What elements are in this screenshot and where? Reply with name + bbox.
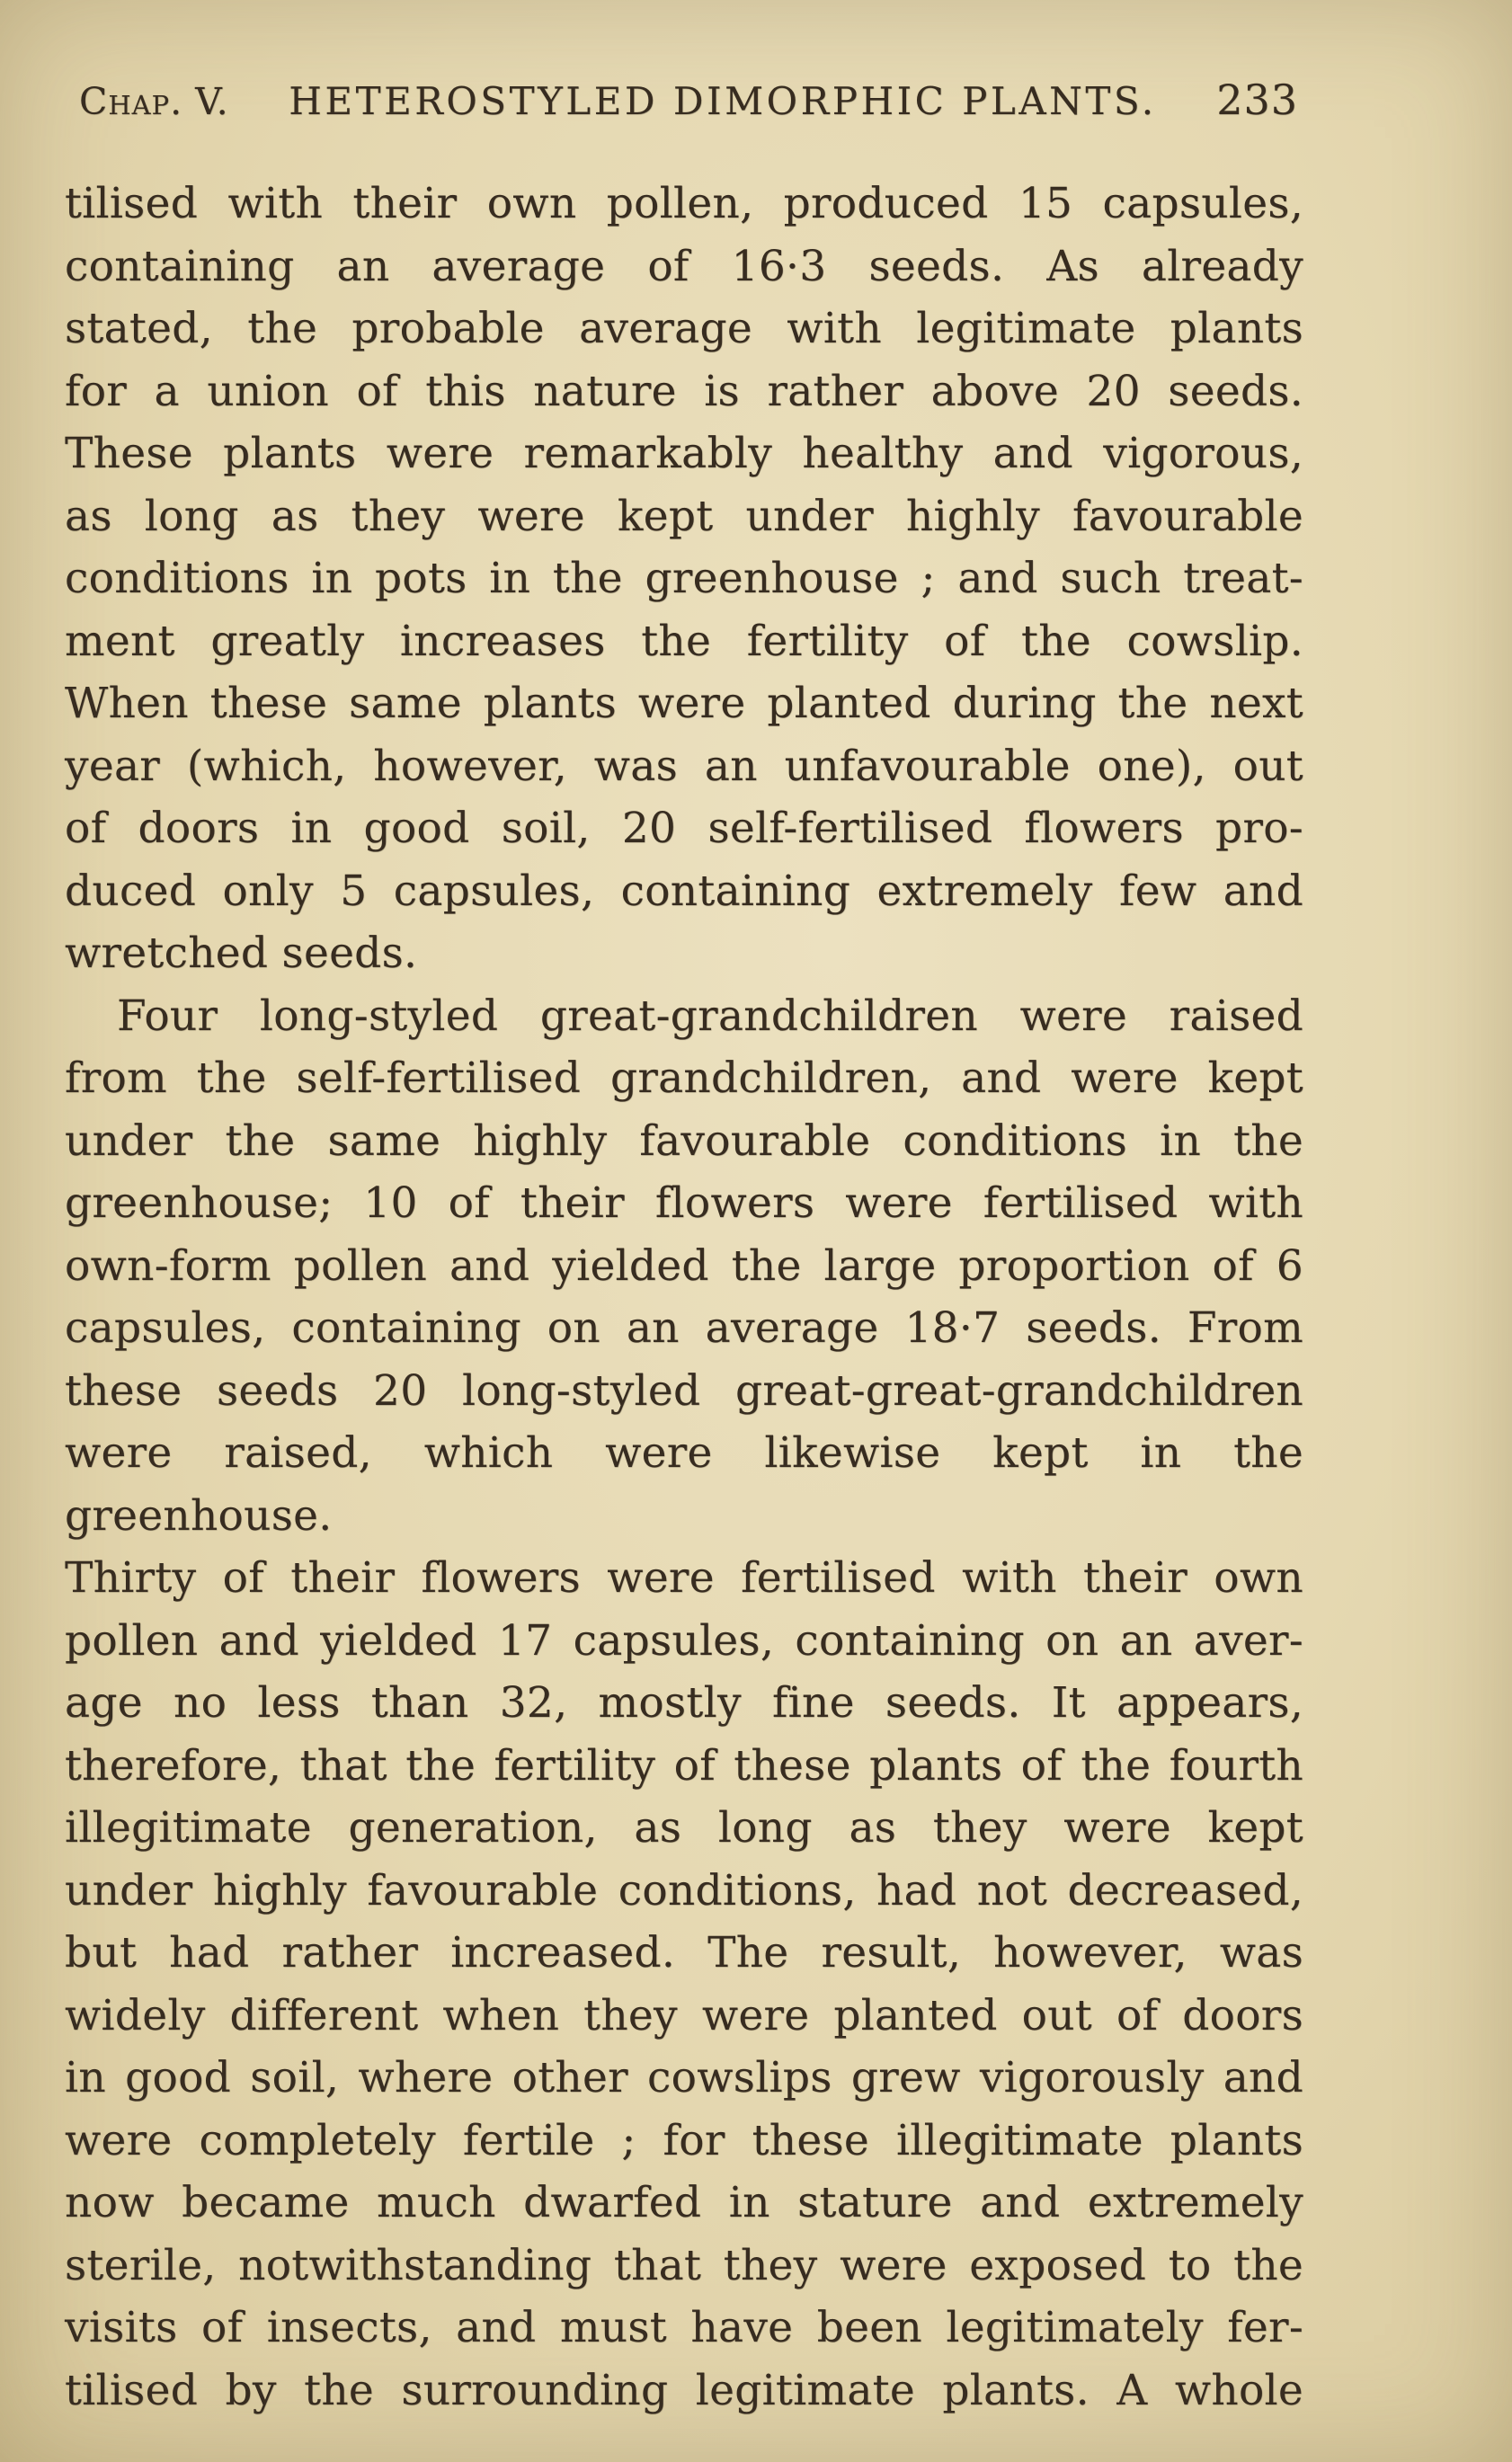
text-line: widely different when they were planted out of doors (65, 1990, 1303, 2040)
page-number: 233 (1216, 76, 1298, 124)
text-line: age no less than 32, mostly fine seeds. It appears, (65, 1678, 1303, 1728)
text-line: these seeds 20 long-styled great-great-grandchildren (65, 1365, 1303, 1416)
text-line: duced only 5 capsules, containing extremely few and (65, 866, 1303, 916)
chapter-label: Chap. V. (79, 80, 229, 123)
text-line: ment greatly increases the fertility of the cowslip. (65, 616, 1303, 666)
text-line: in good soil, where other cowslips grew vigorously and (65, 2053, 1303, 2102)
text-line: stated, the probable average with legitimate plants (65, 304, 1303, 353)
text-line: as long as they were kept under highly favourable (65, 491, 1303, 541)
text-line: These plants were remarkably healthy and vigorous, (65, 429, 1303, 478)
text-line: tilised with their own pollen, produced 15 capsules, (65, 179, 1303, 228)
text-column (65, 173, 1303, 2422)
text-line: greenhouse; 10 of their flowers were fertilised with (65, 1178, 1303, 1228)
text-line: pollen and yielded 17 capsules, containing on an aver- (65, 1615, 1303, 1666)
paragraph (65, 985, 1303, 2422)
text-line: but had rather increased. The result, however, was (65, 1928, 1303, 1978)
text-line: illegitimate generation, as long as they were kept (65, 1803, 1303, 1853)
text-line: of doors in good soil, 20 self-fertilised flowers pro- (65, 804, 1303, 853)
text-line: Four long-styled great-grandchildren were raised (117, 991, 1303, 1041)
text-line: containing an average of 16·3 seeds. As already (65, 241, 1303, 291)
text-line: therefore, that the fertility of these plants of the fourth (65, 1740, 1303, 1791)
text-line: Thirty of their flowers were fertilised with their own (65, 1553, 1303, 1603)
text-line: for a union of this nature is rather above 20 seeds. (65, 366, 1303, 416)
text-line: sterile, notwithstanding that they were exposed to the (65, 2240, 1303, 2290)
text-line: When these same plants were planted during the next (65, 679, 1303, 728)
text-line: visits of insects, and must have been legitimately fer- (65, 2303, 1303, 2352)
text-line: from the self-fertilised grandchildren, and were kept (65, 1053, 1303, 1103)
text-line: own-form pollen and yielded the large proportion of 6 (65, 1240, 1303, 1291)
page-title: HETEROSTYLED DIMORPHIC PLANTS. (289, 79, 1157, 123)
text-line: under highly favourable conditions, had not decreased, (65, 1865, 1303, 1915)
text-line: tilised by the surrounding legitimate plants. A whole (65, 2365, 1303, 2415)
paragraph (65, 173, 1303, 985)
text-line: now became much dwarfed in stature and extremely (65, 2178, 1303, 2227)
text-line: under the same highly favourable conditions in the (65, 1115, 1303, 1166)
text-line: conditions in pots in the greenhouse ; and such treat- (65, 554, 1303, 603)
text-line: were completely fertile ; for these illegitimate plants (65, 2115, 1303, 2165)
text-line: year (which, however, was an unfavourable one), out (65, 741, 1303, 791)
text-line: capsules, containing on an average 18·7 seeds. From (65, 1303, 1303, 1353)
text-line: wretched seeds. (65, 929, 418, 978)
text-line: were raised, which were likewise kept in the greenhouse. (65, 1428, 1303, 1541)
running-head (79, 76, 1298, 124)
